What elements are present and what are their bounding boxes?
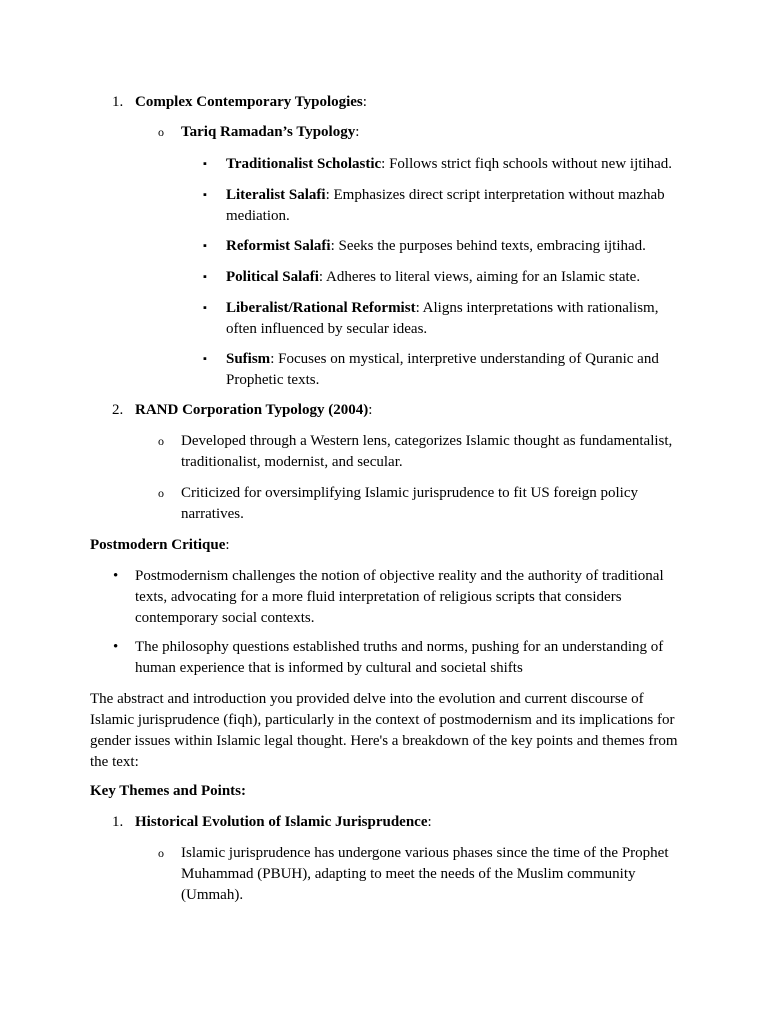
bullet-marker: •	[113, 639, 119, 655]
sub-bullet-marker: o	[158, 846, 164, 860]
list-number: 2.	[112, 402, 124, 418]
sub-item-heading: Tariq Ramadan’s Typology:	[181, 124, 360, 140]
intro-paragraph: The abstract and introduction you provided delve into the evolution and current discourse of Islamic jurisprudence (fiqh), particularly in the context of postmodernism and its implications for gender issues within Islamic legal thought. Here's a breakdown of the key points and themes from the text:	[90, 691, 678, 770]
list-number: 1.	[112, 94, 124, 110]
square-bullet-marker: ▪	[203, 271, 207, 283]
rand-point-text: Criticized for oversimplifying Islamic jurisprudence to fit US foreign policy narratives.	[181, 485, 638, 522]
square-bullet-marker: ▪	[203, 189, 207, 201]
bullet-marker: •	[113, 568, 119, 584]
typology-text: Traditionalist Scholastic: Follows strict fiqh schools without new ijtihad.	[226, 156, 672, 172]
square-bullet-marker: ▪	[203, 302, 207, 314]
key-themes-heading: Key Themes and Points:	[90, 783, 246, 799]
list-number: 1.	[112, 814, 124, 830]
square-bullet-marker: ▪	[203, 158, 207, 170]
sub-bullet-marker: o	[158, 125, 164, 139]
typology-text: Liberalist/Rational Reformist: Aligns interpretations with rationalism, often influenced by secular ideas.	[226, 300, 659, 337]
list-item-heading: RAND Corporation Typology (2004):	[135, 402, 373, 418]
postmodern-heading: Postmodern Critique:	[90, 537, 230, 553]
typology-text: Political Salafi: Adheres to literal views, aiming for an Islamic state.	[226, 269, 641, 285]
list-item-heading: Historical Evolution of Islamic Jurisprudence:	[135, 814, 432, 830]
typology-text: Reformist Salafi: Seeks the purposes behind texts, embracing ijtihad.	[226, 238, 646, 254]
sub-bullet-marker: o	[158, 486, 164, 500]
postmodern-bullet-text: The philosophy questions established truths and norms, pushing for an understanding of human experience that is informed by cultural and societal shifts	[135, 639, 664, 676]
list-item-heading: Complex Contemporary Typologies:	[135, 94, 367, 110]
postmodern-bullet-text: Postmodernism challenges the notion of objective reality and the authority of traditional texts, advocating for a more fluid interpretation of religious scripts that considers contemporary social contexts.	[135, 568, 664, 626]
typology-text: Sufism: Focuses on mystical, interpretive understanding of Quranic and Prophetic texts.	[226, 351, 659, 388]
square-bullet-marker: ▪	[203, 240, 207, 252]
history-point-text: Islamic jurisprudence has undergone various phases since the time of the Prophet Muhammad (PBUH), adapting to meet the needs of the Muslim community (Ummah).	[181, 845, 669, 903]
sub-bullet-marker: o	[158, 434, 164, 448]
typology-text: Literalist Salafi: Emphasizes direct script interpretation without mazhab mediation.	[226, 187, 665, 224]
square-bullet-marker: ▪	[203, 353, 207, 365]
rand-point-text: Developed through a Western lens, categorizes Islamic thought as fundamentalist, traditionalist, modernist, and secular.	[181, 433, 673, 470]
